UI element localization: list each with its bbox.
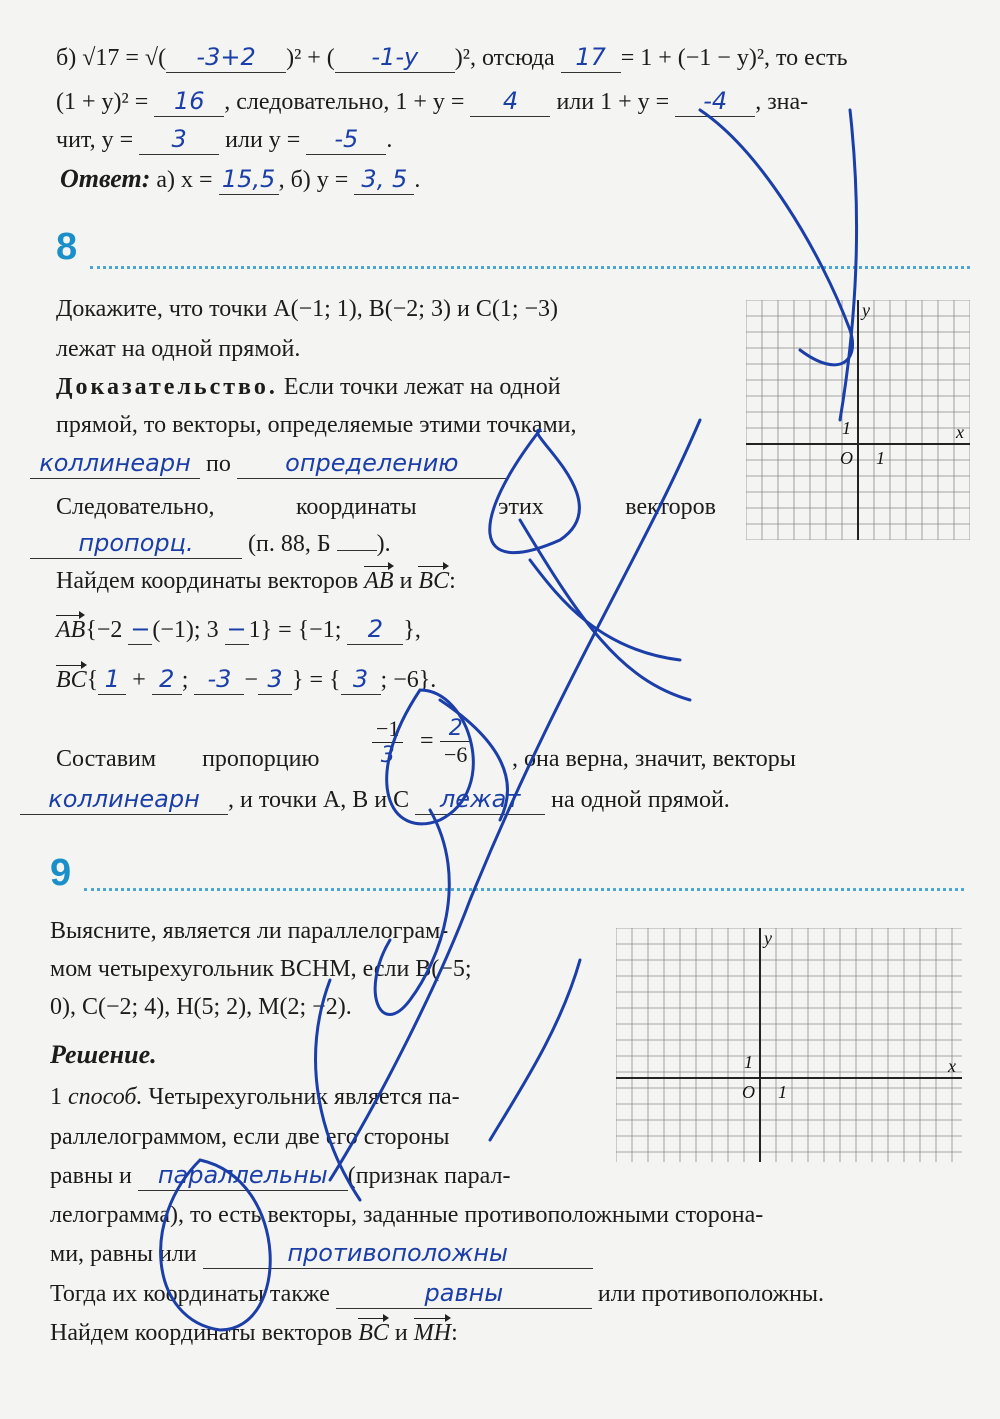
answer-label: Ответ: bbox=[60, 164, 151, 193]
s9-sol-1: 1 способ. Четырехугольник является па- bbox=[50, 1084, 460, 1110]
blank-5[interactable]: 4 bbox=[470, 86, 550, 117]
s7-answer: Ответ: а) x = 15,5 , б) y = 3, 5 . bbox=[60, 164, 421, 193]
s8-proof-4: Следовательно, координаты этих векторов bbox=[56, 494, 716, 520]
blank-2[interactable]: -1-y bbox=[335, 42, 455, 73]
blank-7[interactable]: 3 bbox=[139, 124, 219, 155]
s8-task-2: лежат на одной прямой. bbox=[56, 336, 301, 362]
x-axis-label: x bbox=[948, 1056, 956, 1076]
origin-label: O bbox=[742, 1082, 755, 1102]
blank-ab-op2[interactable]: − bbox=[226, 615, 247, 643]
blank-bc-3[interactable]: -3 bbox=[194, 664, 244, 695]
answer-a-blank[interactable]: 15,5 bbox=[219, 164, 279, 195]
s9-sol-2: раллелограммом, если две его стороны bbox=[50, 1124, 450, 1150]
s7-line1: б) √17 = √( -3+2 )² + ( -1-y )², отсюда 17 = 1 + (−1 − y)², то есть bbox=[56, 43, 848, 71]
y-axis-label: y bbox=[862, 300, 870, 320]
proof-label: Доказательство. bbox=[56, 374, 278, 400]
s8-proof-2: прямой, то векторы, определяемые этими точками, bbox=[56, 412, 577, 438]
x-axis-label: x bbox=[956, 422, 964, 442]
x-unit-label: 1 bbox=[876, 448, 885, 468]
x-unit-label: 1 bbox=[778, 1082, 787, 1102]
y-unit-label: 1 bbox=[744, 1052, 753, 1072]
blank-bc-4[interactable]: 3 bbox=[258, 664, 292, 695]
s9-sol-5: ми, равны или противоположны bbox=[50, 1238, 593, 1269]
s9-task-3: 0), C(−2; 4), H(5; 2), M(2; −2). bbox=[50, 994, 352, 1020]
section-divider bbox=[90, 266, 970, 269]
blank-by-definition[interactable]: определению bbox=[237, 448, 507, 479]
section-9-number: 9 bbox=[50, 852, 72, 894]
vector-mh: MH bbox=[413, 1320, 452, 1346]
blank-proportional[interactable]: пропорц. bbox=[30, 528, 242, 559]
s8-proof-5: пропорц. (п. 88, Б ). bbox=[30, 528, 391, 559]
blank-6[interactable]: -4 bbox=[675, 86, 755, 117]
s8-task-1: Докажите, что точки A(−1; 1), B(−2; 3) и C(1; −3) bbox=[56, 296, 559, 322]
s9-sol-3: равны и параллельны (признак парал- bbox=[50, 1161, 511, 1189]
blank-ab-op1[interactable]: − bbox=[130, 615, 151, 643]
blank-lie[interactable]: лежат bbox=[415, 784, 545, 815]
s7-line3: чит, y = 3 или y = -5 . bbox=[56, 125, 393, 153]
blank-collinear-1[interactable]: коллинеарн bbox=[30, 448, 200, 479]
vector-bc-9: BC bbox=[358, 1320, 389, 1346]
s7-line2: (1 + y)² = 16 , следовательно, 1 + y = 4 или 1 + y = -4 , зна- bbox=[56, 87, 809, 115]
vector-ab: AB bbox=[364, 568, 394, 594]
coordinate-grid-8 bbox=[746, 300, 970, 540]
blank-collinear-2[interactable]: коллинеарн bbox=[20, 784, 228, 815]
scribble-stroke-3 bbox=[520, 520, 690, 700]
s8-ab-coords: AB{−2 −(−1); 3 −1} = {−1; 2 }, bbox=[56, 615, 421, 643]
scribble-stroke-4 bbox=[530, 560, 680, 660]
s9-sol-7: Найдем координаты векторов BC и MH: bbox=[50, 1320, 458, 1346]
blank-3[interactable]: 17 bbox=[561, 42, 621, 73]
fraction-1: $\frac{-1}{3}$ bbox=[372, 716, 403, 768]
s9-task-1: Выясните, является ли параллелограм- bbox=[50, 918, 449, 944]
y-axis-label: y bbox=[764, 928, 772, 948]
s9-task-2: мом четырехугольник BCHM, если B(−5; bbox=[50, 956, 472, 982]
blank-parallel[interactable]: параллельны bbox=[138, 1160, 348, 1191]
section-8-number: 8 bbox=[56, 226, 78, 268]
blank-bc-5[interactable]: 3 bbox=[341, 664, 381, 695]
blank-ab-y[interactable]: 2 bbox=[347, 614, 403, 645]
origin-label: O bbox=[840, 448, 853, 468]
blank-ref[interactable] bbox=[337, 550, 377, 551]
s8-proof-1: Доказательство. Если точки лежат на одной bbox=[56, 374, 561, 400]
blank-equal[interactable]: равны bbox=[336, 1278, 592, 1309]
s9-sol-4: лелограмма), то есть векторы, заданные противоположными сторона- bbox=[50, 1202, 764, 1228]
s8-find: Найдем координаты векторов AB и BC: bbox=[56, 568, 456, 594]
coordinate-grid-9 bbox=[616, 928, 962, 1162]
section-divider-9 bbox=[84, 888, 964, 891]
blank-1[interactable]: -3+2 bbox=[166, 42, 286, 73]
vector-bc: BC bbox=[418, 568, 450, 594]
s8-conclusion: коллинеарн , и точки A, B и C лежат на одной прямой. bbox=[20, 784, 730, 815]
scribble-stroke-8 bbox=[490, 960, 580, 1140]
s8-bc-coords: BC{ 1 + 2 ; -3 − 3 } = { 3 ; −6}. bbox=[56, 665, 437, 693]
answer-b-blank[interactable]: 3, 5 bbox=[354, 164, 414, 195]
s9-sol-6: Тогда их координаты также равны или противоположны. bbox=[50, 1279, 825, 1307]
blank-bc-2[interactable]: 2 bbox=[152, 664, 182, 695]
s9-solution-label: Решение. bbox=[50, 1040, 157, 1069]
blank-opposite[interactable]: противоположны bbox=[203, 1238, 593, 1269]
blank-8[interactable]: -5 bbox=[306, 124, 386, 155]
blank-bc-1[interactable]: 1 bbox=[98, 664, 126, 695]
s8-proportion: Составим пропорцию bbox=[56, 746, 320, 772]
fraction-2: $\frac{2}{-6}$ bbox=[440, 716, 471, 768]
y-unit-label: 1 bbox=[842, 418, 851, 438]
s8-prop-end: , она верна, значит, векторы bbox=[512, 746, 796, 772]
blank-4[interactable]: 16 bbox=[154, 86, 224, 117]
s8-proof-3: коллинеарн по определению bbox=[30, 448, 507, 479]
